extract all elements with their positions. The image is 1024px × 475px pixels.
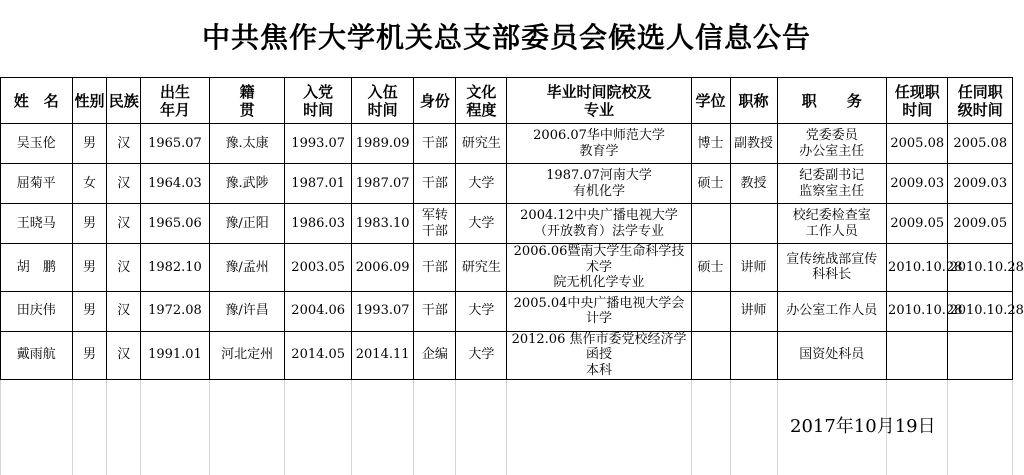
table-cell [730, 331, 777, 379]
header-cell: 民族 [107, 78, 141, 124]
table-cell: 企编 [414, 331, 456, 379]
table-cell: 田庆伟 [1, 291, 73, 331]
header-cell: 学位 [691, 78, 730, 124]
table-cell: 2012.06 焦作市委党校经济学函授 本科 [507, 331, 691, 379]
table-cell: 豫.太康 [209, 124, 285, 164]
header-cell: 职称 [730, 78, 777, 124]
table-cell: 1987.01 [285, 164, 352, 204]
announcement-date: 2017年10月19日 [790, 416, 936, 437]
table-cell: 博士 [691, 124, 730, 164]
header-cell: 性别 [72, 78, 107, 124]
empty-cell [507, 379, 691, 475]
header-cell: 入伍 时间 [351, 78, 413, 124]
table-cell: 1987.07河南大学 有机化学 [507, 164, 691, 204]
table-cell: 1982.10 [141, 244, 210, 292]
table-cell: 1972.08 [141, 291, 210, 331]
header-cell: 籍 贯 [209, 78, 285, 124]
empty-cell [456, 379, 507, 475]
table-cell [887, 331, 948, 379]
table-cell: 吴玉伦 [1, 124, 73, 164]
table-cell: 2006.06暨南大学生命科学技术学 院无机化学专业 [507, 244, 691, 292]
table-cell: 男 [72, 124, 107, 164]
table-cell: 干部 [414, 244, 456, 292]
table-cell [691, 331, 730, 379]
table-cell: 女 [72, 164, 107, 204]
header-cell: 入党 时间 [285, 78, 352, 124]
empty-cell [209, 379, 285, 475]
table-cell: 屈菊平 [1, 164, 73, 204]
table-cell: 1991.01 [141, 331, 210, 379]
table-cell [691, 291, 730, 331]
table-cell: 2009.05 [948, 204, 1013, 244]
table-cell: 2004.12中央广播电视大学 （开放教育）法学专业 [507, 204, 691, 244]
table-cell: 2009.03 [887, 164, 948, 204]
empty-cell [1, 379, 73, 475]
table-cell: 1989.09 [351, 124, 413, 164]
table-cell: 1993.07 [285, 124, 352, 164]
table-cell: 1986.03 [285, 204, 352, 244]
table-cell: 豫/正阳 [209, 204, 285, 244]
empty-cell [285, 379, 352, 475]
table-cell: 2004.06 [285, 291, 352, 331]
table-cell: 2010.10.28 [887, 244, 948, 292]
table-cell: 1964.03 [141, 164, 210, 204]
table-cell: 2006.09 [351, 244, 413, 292]
table-cell: 研究生 [456, 244, 507, 292]
table-cell: 汉 [107, 244, 141, 292]
table-cell: 2009.03 [948, 164, 1013, 204]
table-cell: 干部 [414, 291, 456, 331]
table-cell: 教授 [730, 164, 777, 204]
table-cell: 2005.08 [948, 124, 1013, 164]
table-cell: 2009.05 [887, 204, 948, 244]
table-cell: 豫.武陟 [209, 164, 285, 204]
header-cell: 出生 年月 [141, 78, 210, 124]
table-cell [691, 204, 730, 244]
table-cell [730, 204, 777, 244]
table-cell: 党委委员 办公室主任 [777, 124, 886, 164]
empty-cell [691, 379, 730, 475]
table-row [1, 204, 1013, 244]
table-cell: 河北定州 [209, 331, 285, 379]
table-cell: 副教授 [730, 124, 777, 164]
table-cell: 干部 [414, 164, 456, 204]
header-cell: 身份 [414, 78, 456, 124]
page-title: 中共焦作大学机关总支部委员会候选人信息公告 [201, 21, 811, 54]
header-row [1, 78, 1013, 124]
table-cell: 硕士 [691, 164, 730, 204]
table-cell: 办公室工作人员 [777, 291, 886, 331]
header-cell: 毕业时间院校及 专业 [507, 78, 691, 124]
table-cell: 汉 [107, 124, 141, 164]
table-cell: 汉 [107, 204, 141, 244]
table-cell: 讲师 [730, 291, 777, 331]
table-cell: 国资处科员 [777, 331, 886, 379]
table-cell: 男 [72, 291, 107, 331]
table-cell: 2014.05 [285, 331, 352, 379]
table-cell: 1993.07 [351, 291, 413, 331]
empty-cell [948, 379, 1013, 475]
table-cell: 1965.06 [141, 204, 210, 244]
table-cell: 2006.07华中师范大学 教育学 [507, 124, 691, 164]
table-cell: 胡 鹏 [1, 244, 73, 292]
table-cell: 王晓马 [1, 204, 73, 244]
table-cell: 2010.10.28 [948, 291, 1013, 331]
table-cell: 豫/许昌 [209, 291, 285, 331]
table-cell: 汉 [107, 331, 141, 379]
empty-cell [72, 379, 107, 475]
table-cell: 军转 干部 [414, 204, 456, 244]
table-cell: 2010.10.28 [887, 291, 948, 331]
table-cell: 男 [72, 204, 107, 244]
table-cell: 宣传统战部宣传 科科长 [777, 244, 886, 292]
header-cell: 任现职 时间 [887, 78, 948, 124]
empty-cell [730, 379, 777, 475]
header-cell: 职 务 [777, 78, 886, 124]
table-cell: 豫/孟州 [209, 244, 285, 292]
table-row [1, 124, 1013, 164]
table-cell: 大学 [456, 331, 507, 379]
table-row [1, 331, 1013, 379]
table-row [1, 291, 1013, 331]
table-cell: 2014.11 [351, 331, 413, 379]
table-cell: 硕士 [691, 244, 730, 292]
table-cell: 1983.10 [351, 204, 413, 244]
header-cell: 姓 名 [1, 78, 73, 124]
table-row [1, 164, 1013, 204]
table-cell: 汉 [107, 164, 141, 204]
table-cell: 2005.08 [887, 124, 948, 164]
table-cell: 汉 [107, 291, 141, 331]
table-cell: 1965.07 [141, 124, 210, 164]
table-cell: 大学 [456, 204, 507, 244]
empty-cell [351, 379, 413, 475]
empty-cell [141, 379, 210, 475]
empty-cell [414, 379, 456, 475]
table-cell: 干部 [414, 124, 456, 164]
table-cell: 2003.05 [285, 244, 352, 292]
header-cell: 文化 程度 [456, 78, 507, 124]
table-cell: 男 [72, 331, 107, 379]
empty-cell [107, 379, 141, 475]
table-cell: 研究生 [456, 124, 507, 164]
table-cell: 纪委副书记 监察室主任 [777, 164, 886, 204]
table-cell: 男 [72, 244, 107, 292]
table-cell: 2010.10.28 [948, 244, 1013, 292]
table-cell: 戴雨航 [1, 331, 73, 379]
table-cell: 大学 [456, 164, 507, 204]
table-cell: 1987.07 [351, 164, 413, 204]
table-cell [948, 331, 1013, 379]
table-row [1, 244, 1013, 292]
header-cell: 任同职 级时间 [948, 78, 1013, 124]
table-cell: 讲师 [730, 244, 777, 292]
table-cell: 大学 [456, 291, 507, 331]
table-cell: 2005.04中央广播电视大学会计学 [507, 291, 691, 331]
table-cell: 校纪委检查室 工作人员 [777, 204, 886, 244]
